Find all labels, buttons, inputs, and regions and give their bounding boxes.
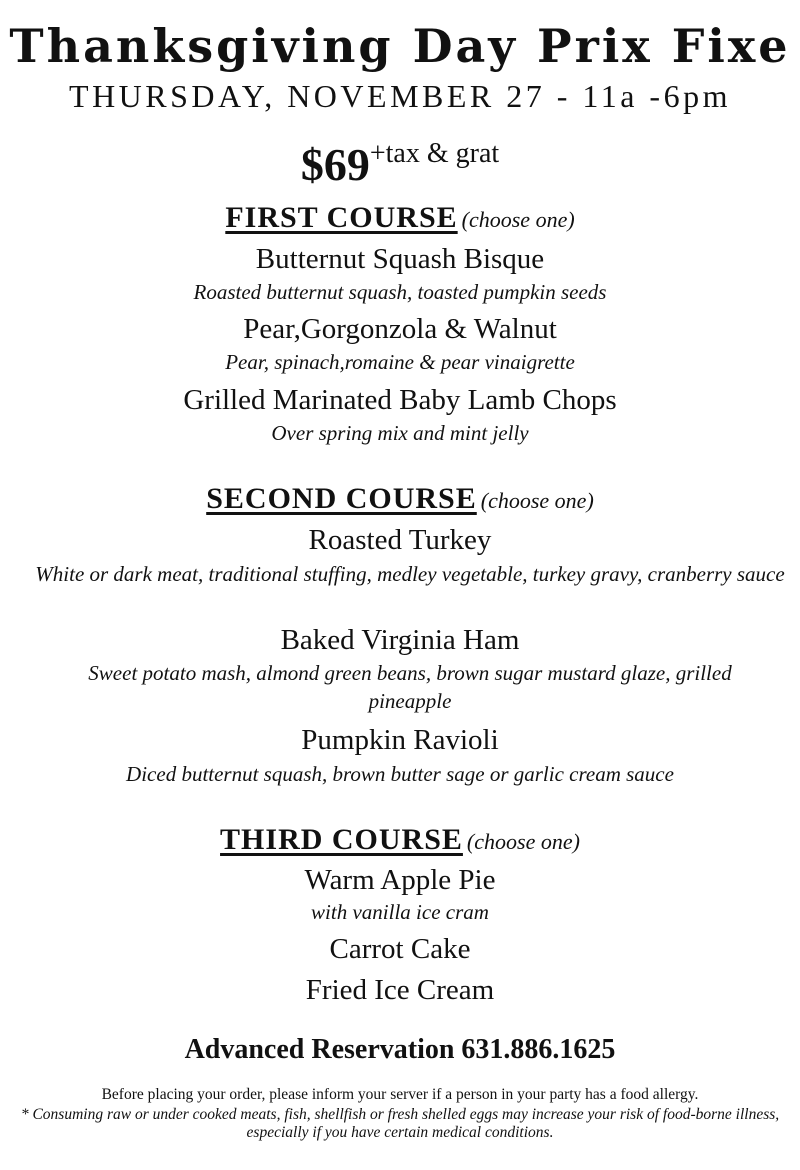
allergy-notice: Before placing your order, please inform your server if a person in your party has a food allergy. bbox=[101, 1086, 699, 1103]
dish-description: Pear, spinach,romaine & pear vinaigrette bbox=[225, 350, 575, 374]
price: $69 bbox=[300, 139, 370, 190]
dish-description: Diced butternut squash, brown butter sage or garlic cream sauce bbox=[126, 762, 674, 786]
price-row bbox=[0, 124, 800, 206]
dish-name: Pumpkin Ravioli bbox=[301, 724, 499, 756]
menu-title: Thanksgiving Day Prix Fixe bbox=[9, 19, 791, 73]
course-name: FIRST COURSE bbox=[225, 201, 458, 234]
dish-name: Fried Ice Cream bbox=[305, 974, 495, 1006]
dish-name: Carrot Cake bbox=[329, 933, 471, 965]
course-name: SECOND COURSE bbox=[206, 482, 477, 515]
course-name: THIRD COURSE bbox=[220, 823, 463, 856]
price-note: +tax & grat bbox=[369, 138, 500, 169]
dish-description: Roasted butternut squash, toasted pumpkin seeds bbox=[193, 280, 607, 304]
course-note: (choose one) bbox=[480, 488, 594, 513]
dish-description: White or dark meat, traditional stuffing, medley vegetable, turkey gravy, cranberry sauce bbox=[35, 562, 785, 586]
first-course-heading bbox=[0, 198, 800, 243]
dish-name: Pear,Gorgonzola & Walnut bbox=[243, 313, 557, 345]
menu-date-time: THURSDAY, NOVEMBER 27 - 11a -6pm bbox=[69, 78, 731, 114]
second-course-heading bbox=[0, 479, 800, 524]
dish-name: Grilled Marinated Baby Lamb Chops bbox=[183, 384, 617, 416]
dish-name: Roasted Turkey bbox=[308, 524, 492, 556]
third-course-heading bbox=[0, 820, 800, 865]
dish-description: with vanilla ice cram bbox=[311, 900, 489, 924]
course-note: (choose one) bbox=[461, 207, 575, 232]
reservation-phone: Advanced Reservation 631.886.1625 bbox=[184, 1034, 616, 1065]
dish-name: Warm Apple Pie bbox=[304, 864, 496, 896]
dish-name: Baked Virginia Ham bbox=[280, 624, 520, 656]
consumption-warning: * Consuming raw or under cooked meats, fish, shellfish or fresh shelled eggs may increase your risk of food-borne illness, especially if you have certain medical conditions. bbox=[20, 1106, 780, 1141]
course-note: (choose one) bbox=[466, 829, 580, 854]
dish-name: Butternut Squash Bisque bbox=[255, 243, 545, 275]
dish-description: Over spring mix and mint jelly bbox=[271, 421, 529, 445]
dish-description: Sweet potato mash, almond green beans, brown sugar mustard glaze, grilled pineapple bbox=[88, 661, 732, 713]
